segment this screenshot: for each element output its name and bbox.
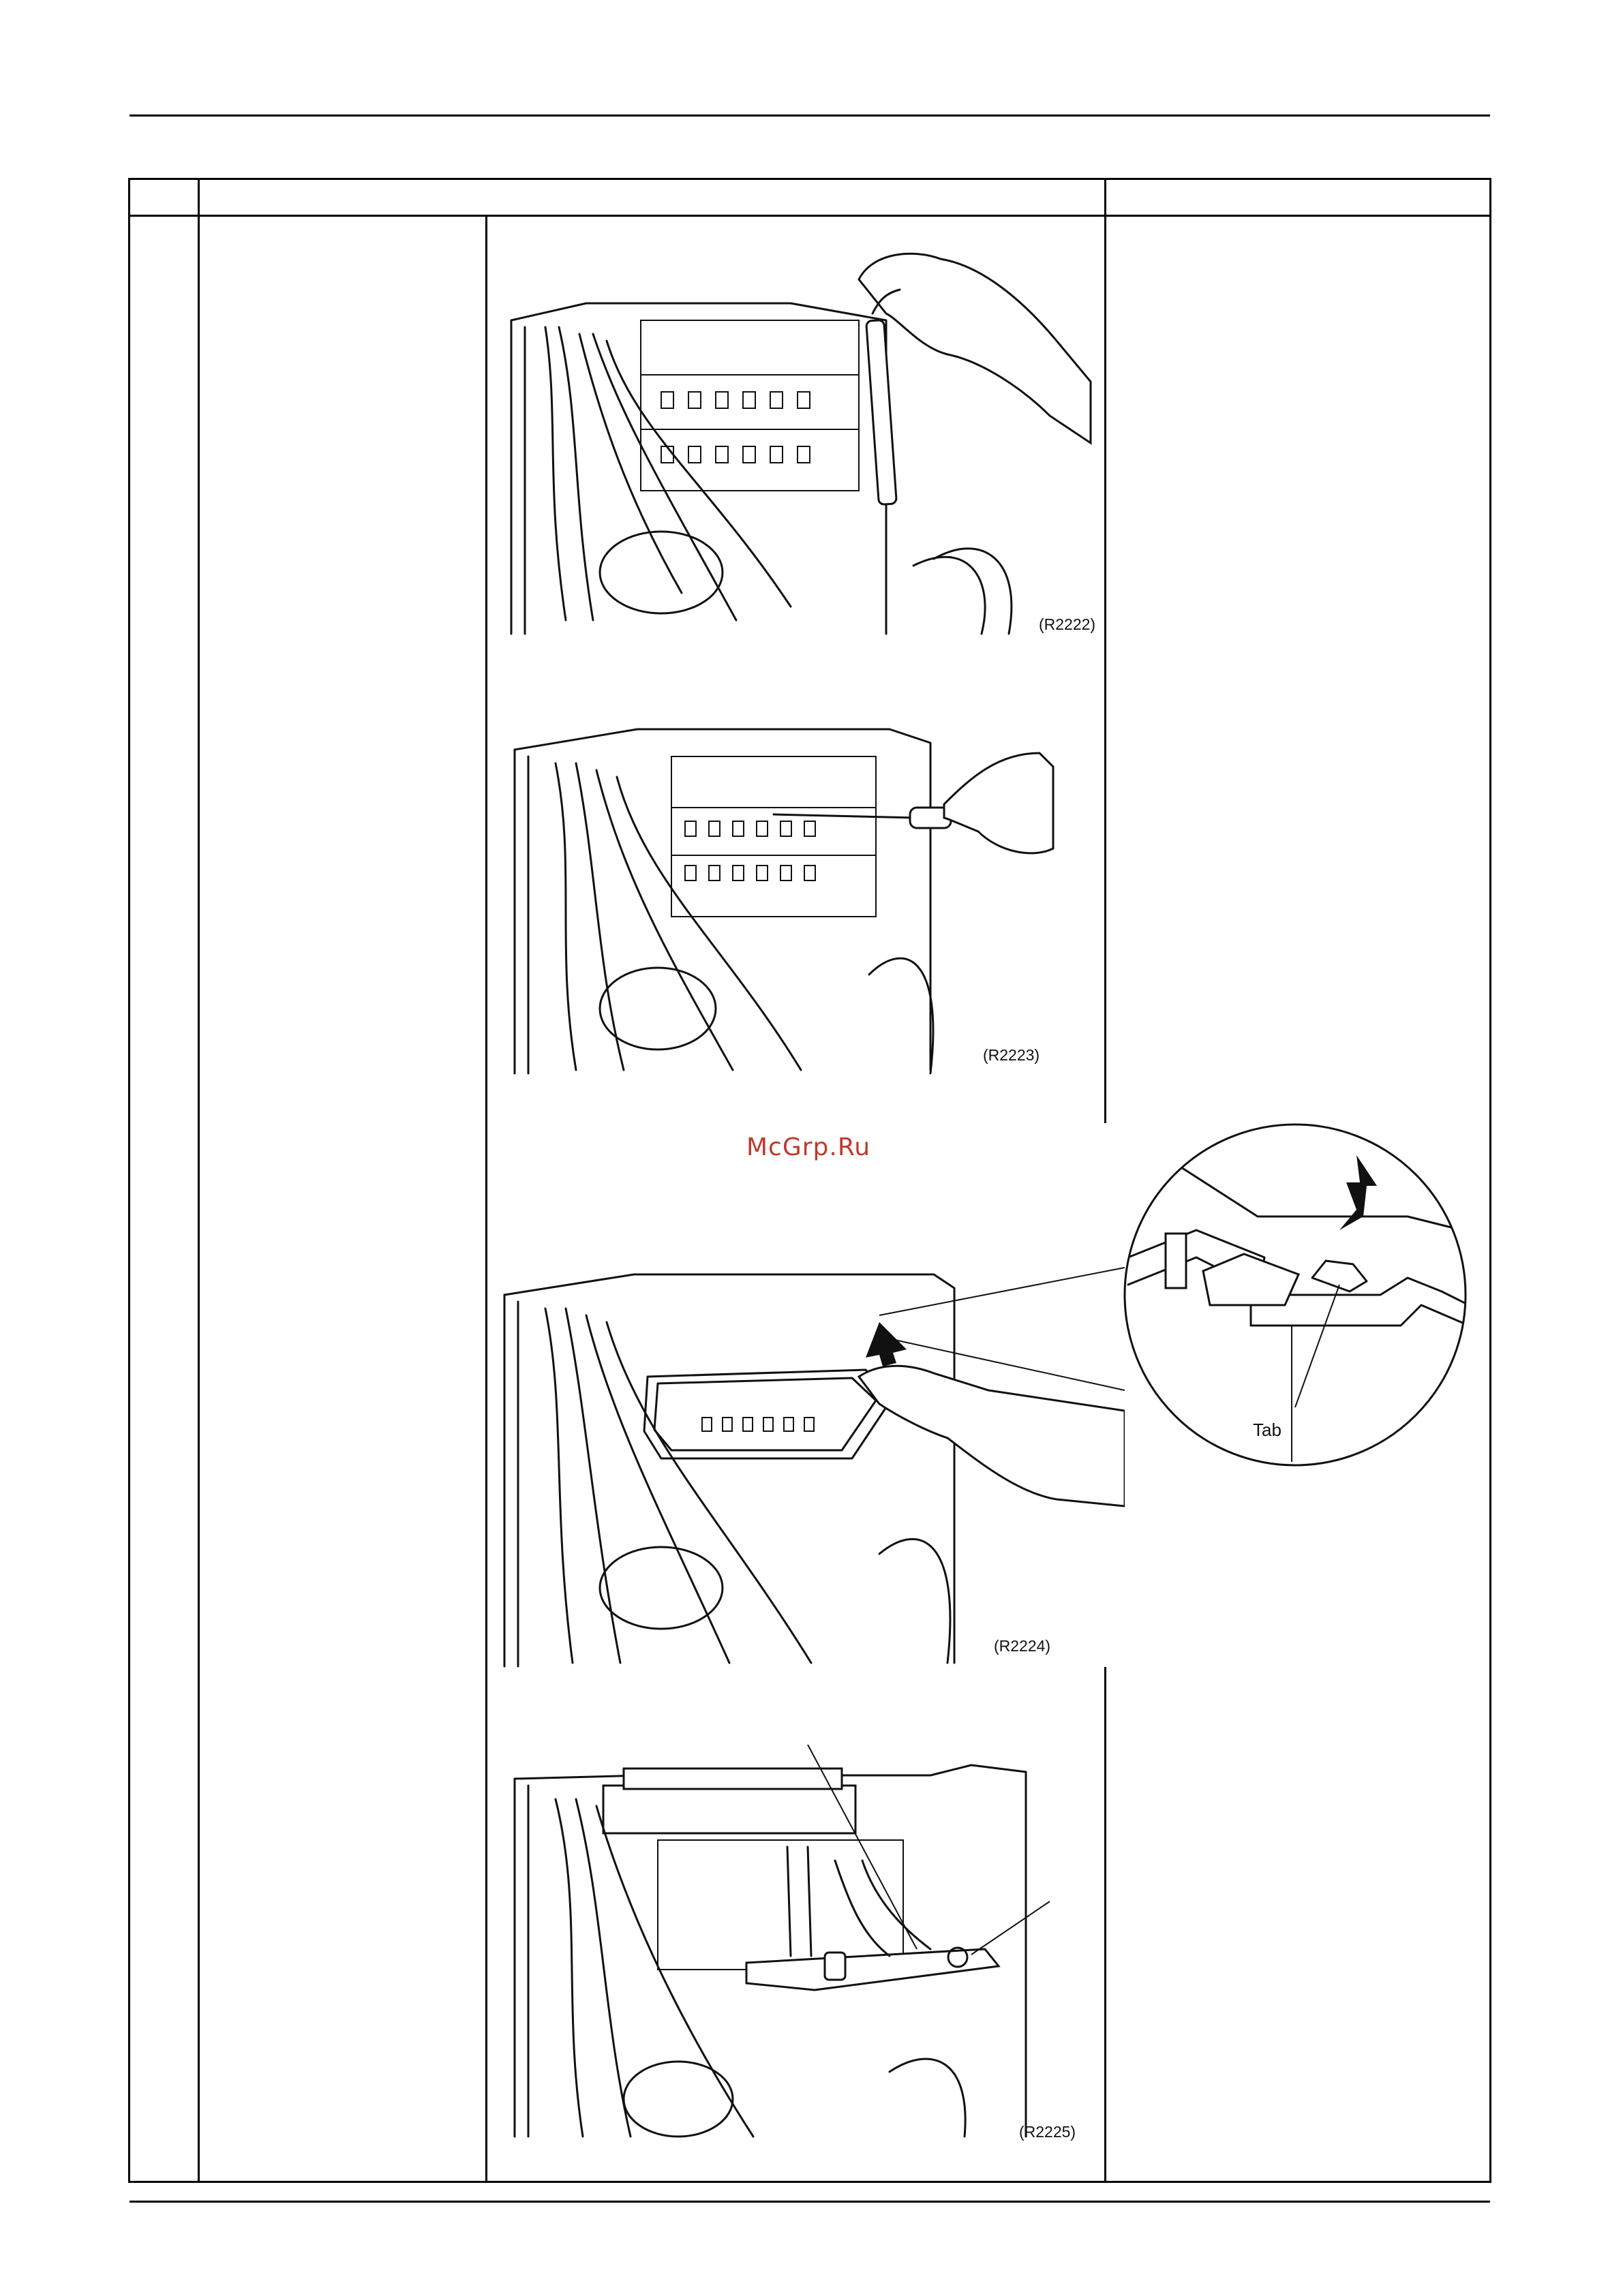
figure-r2223 — [508, 688, 1067, 1077]
figure-r2222 — [504, 239, 1104, 637]
table-border-top — [128, 178, 1491, 180]
column-divider-step — [198, 178, 200, 2183]
footer-rule — [130, 2201, 1490, 2203]
table-border-bottom — [128, 2181, 1491, 2183]
column-divider-figure — [485, 215, 487, 2183]
table-border-right — [1489, 178, 1491, 2183]
table-border-left — [128, 178, 130, 2183]
watermark: McGrp.Ru — [746, 1133, 871, 1161]
header-rule — [130, 114, 1490, 117]
figure-r2224 — [498, 1234, 1125, 1670]
figure-r2225 — [508, 1745, 1121, 2140]
figure-label-r2223: (R2223) — [983, 1046, 1040, 1064]
column-divider-procedure — [1104, 178, 1106, 1123]
figure-label-r2224: (R2224) — [994, 1637, 1051, 1655]
callout-magnifier — [1121, 1121, 1469, 1469]
figure-label-r2225: (R2225) — [1019, 2123, 1076, 2141]
figure-label-r2222: (R2222) — [1039, 615, 1096, 633]
table-header-divider — [128, 215, 1491, 217]
callout-tab-label: Tab — [1253, 1420, 1281, 1440]
